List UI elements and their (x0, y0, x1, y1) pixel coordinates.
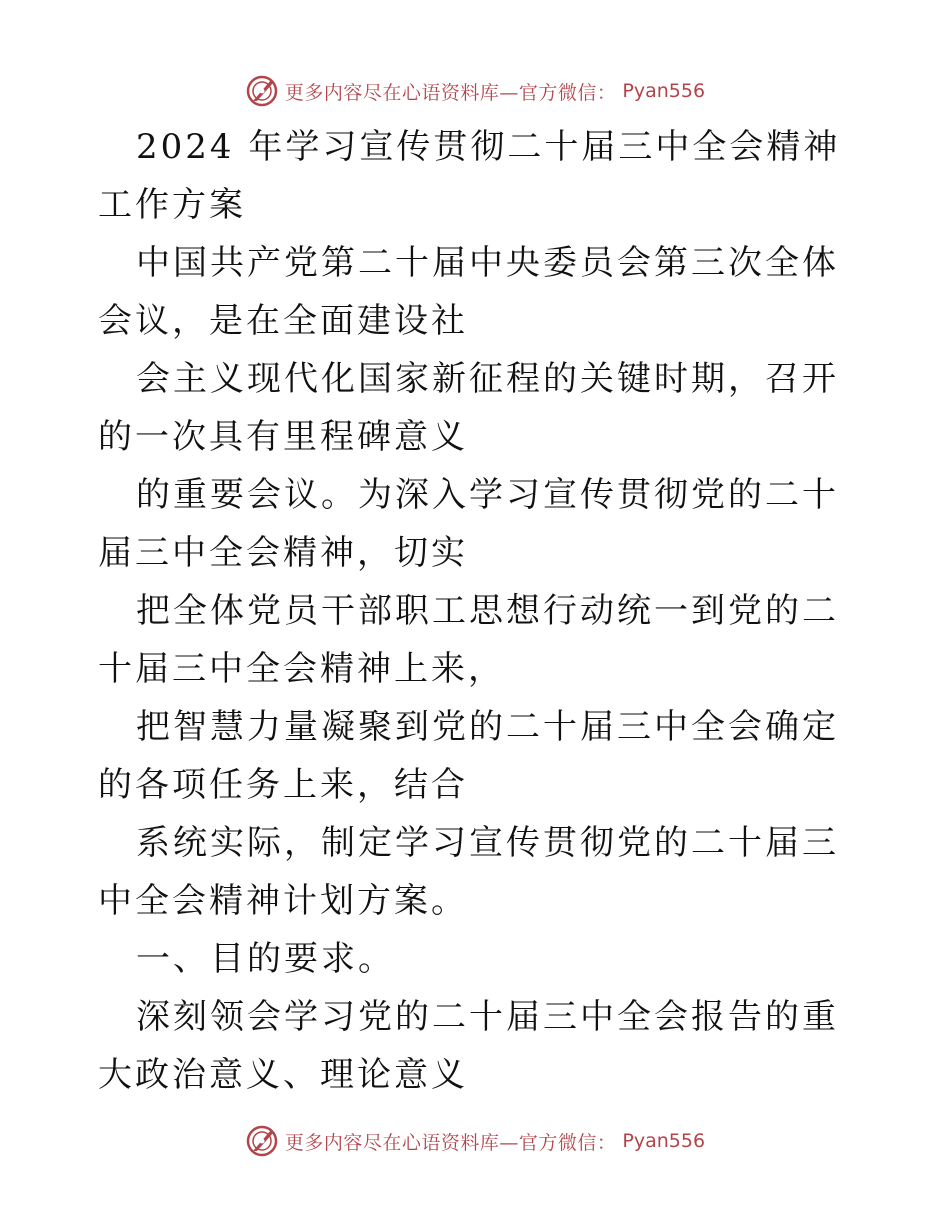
quill-logo-icon (245, 74, 279, 108)
watermark-text: 更多内容尽在心语资料库—官方微信： (284, 81, 617, 104)
paragraph: 把智慧力量凝聚到党的二十届三中全会确定的各项任务上来，结合 (98, 707, 839, 805)
watermark-id: Pyan556 (622, 1130, 706, 1152)
paragraph: 会主义现代化国家新征程的关键时期，召开的一次具有里程碑意义 (98, 359, 839, 457)
watermark-text: 更多内容尽在心语资料库—官方微信： (284, 1131, 617, 1154)
paragraph: 深刻领会学习党的二十届三中全会报告的重大政治意义、理论意义 (98, 997, 839, 1095)
section-heading: 一、目的要求。 (136, 939, 395, 979)
paragraph: 中国共产党第二十届中央委员会第三次全体会议，是在全面建设社 (98, 243, 839, 341)
document-body (98, 118, 858, 1104)
footer-watermark (0, 1124, 950, 1158)
document-title: 2024 年学习宣传贯彻二十届三中全会精神工作方案 (98, 127, 841, 225)
header-watermark (0, 74, 950, 108)
paragraph: 系统实际，制定学习宣传贯彻党的二十届三中全会精神计划方案。 (98, 823, 839, 921)
watermark-id: Pyan556 (622, 80, 706, 102)
paragraph: 把全体党员干部职工思想行动统一到党的二十届三中全会精神上来， (98, 591, 839, 689)
quill-logo-icon (245, 1124, 279, 1158)
paragraph: 的重要会议。为深入学习宣传贯彻党的二十届三中全会精神，切实 (98, 475, 839, 573)
